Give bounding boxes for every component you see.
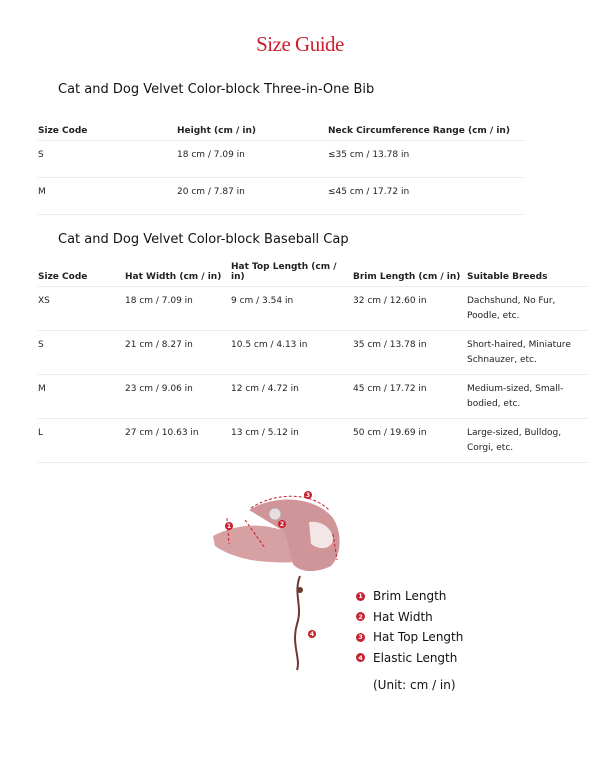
table-cell: 50 cm / 19.69 in — [353, 419, 467, 463]
cap-size-table — [38, 258, 588, 463]
table-cell: 45 cm / 17.72 in — [353, 375, 467, 419]
column-header: Neck Circumference Range (cm / in) — [328, 112, 524, 141]
table-cell: 12 cm / 4.72 in — [231, 375, 353, 419]
table-row — [38, 141, 524, 178]
table-cell: ≤45 cm / 17.72 in — [328, 178, 524, 215]
column-header: Suitable Breeds — [467, 258, 588, 287]
page-title: Size Guide — [256, 32, 344, 56]
column-header: Brim Length (cm / in) — [353, 258, 467, 287]
number-marker: 1 — [356, 592, 365, 601]
legend-item — [356, 627, 463, 648]
table-cell: 9 cm / 3.54 in — [231, 287, 353, 331]
bib-section-title: Cat and Dog Velvet Color-block Three-in-One Bib — [58, 82, 375, 97]
table-header-row — [38, 112, 524, 141]
table-cell: Medium-sized, Small-bodied, etc. — [467, 375, 588, 419]
table-cell: 13 cm / 5.12 in — [231, 419, 353, 463]
table-row — [38, 419, 588, 463]
table-cell: 20 cm / 7.87 in — [177, 178, 328, 215]
baseball-cap-illustration — [205, 484, 365, 674]
number-marker: 3 — [356, 633, 365, 642]
number-marker: 2 — [356, 612, 365, 621]
table-cell: L — [38, 419, 125, 463]
table-cell: XS — [38, 287, 125, 331]
table-cell: M — [38, 375, 125, 419]
table-cell: 27 cm / 10.63 in — [125, 419, 231, 463]
table-cell: 18 cm / 7.09 in — [125, 287, 231, 331]
svg-text:4: 4 — [309, 631, 315, 638]
legend-label: Elastic Length — [373, 650, 458, 665]
column-header: Hat Width (cm / in) — [125, 258, 231, 287]
legend-item — [356, 648, 463, 669]
table-header-row — [38, 258, 588, 287]
table-cell: Short-haired, Miniature Schnauzer, etc. — [467, 331, 588, 375]
table-cell: 23 cm / 9.06 in — [125, 375, 231, 419]
svg-text:2: 2 — [279, 521, 285, 528]
column-header: Height (cm / in) — [177, 112, 328, 141]
legend-item — [356, 607, 463, 628]
table-cell: Large-sized, Bulldog, Corgi, etc. — [467, 419, 588, 463]
measurement-legend — [356, 586, 463, 692]
table-cell: 21 cm / 8.27 in — [125, 331, 231, 375]
column-header: Size Code — [38, 112, 177, 141]
table-row — [38, 178, 524, 215]
table-cell: 10.5 cm / 4.13 in — [231, 331, 353, 375]
unit-note: (Unit: cm / in) — [373, 678, 456, 692]
table-cell: 35 cm / 13.78 in — [353, 331, 467, 375]
table-cell: S — [38, 331, 125, 375]
table-cell: 18 cm / 7.09 in — [177, 141, 328, 178]
legend-label: Brim Length — [373, 589, 447, 604]
svg-text:3: 3 — [305, 492, 311, 499]
table-cell: ≤35 cm / 13.78 in — [328, 141, 524, 178]
cap-section-title: Cat and Dog Velvet Color-block Baseball Cap — [58, 232, 349, 247]
number-marker: 4 — [356, 653, 365, 662]
table-row — [38, 331, 588, 375]
bib-size-table — [38, 112, 524, 215]
legend-label: Hat Top Length — [373, 630, 464, 645]
table-row — [38, 287, 588, 331]
column-header: Hat Top Length (cm / in) — [231, 258, 353, 287]
table-cell: Dachshund, No Fur, Poodle, etc. — [467, 287, 588, 331]
legend-label: Hat Width — [373, 609, 433, 624]
table-row — [38, 375, 588, 419]
table-cell: M — [38, 178, 177, 215]
svg-text:1: 1 — [226, 523, 232, 530]
column-header: Size Code — [38, 258, 125, 287]
legend-item — [356, 586, 463, 607]
table-cell: 32 cm / 12.60 in — [353, 287, 467, 331]
table-cell: S — [38, 141, 177, 178]
